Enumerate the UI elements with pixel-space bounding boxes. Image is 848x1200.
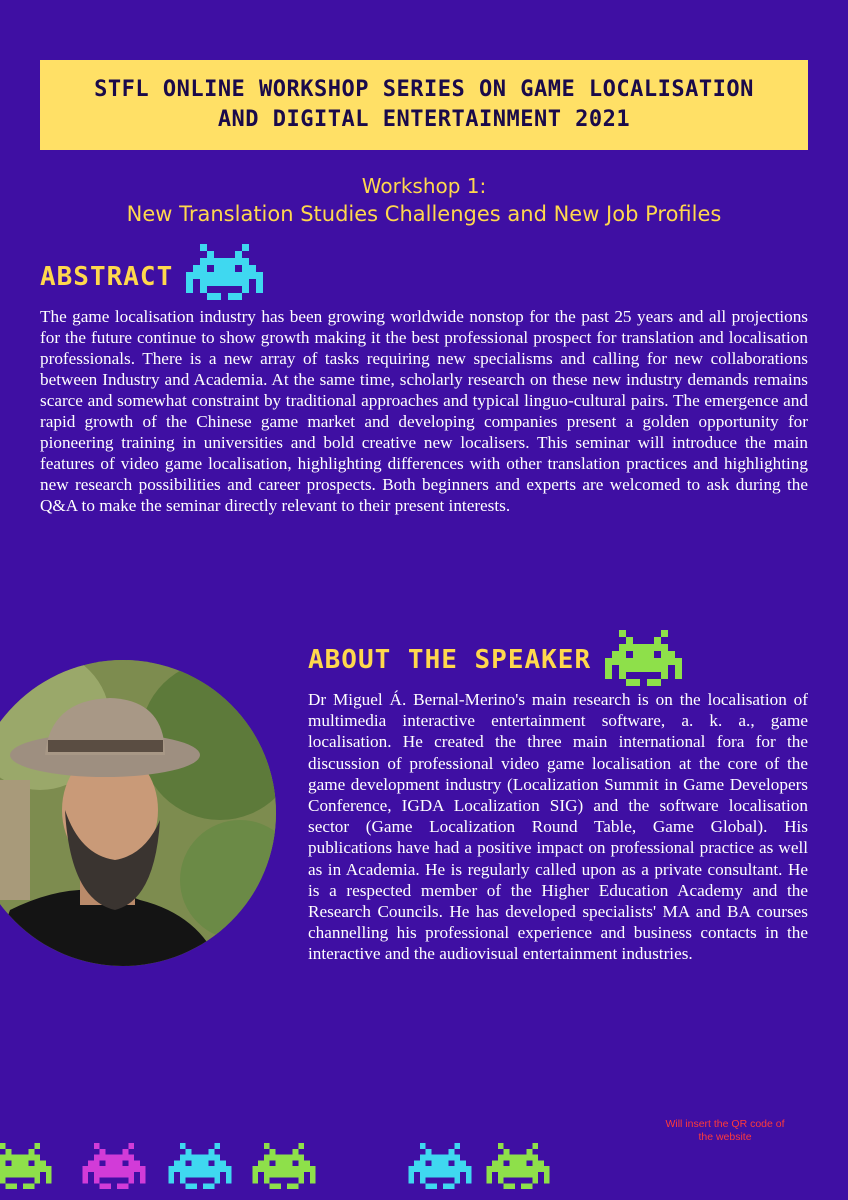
banner-line-2: AND DIGITAL ENTERTAINMENT 2021 xyxy=(217,107,631,132)
space-invader-icon xyxy=(0,1143,52,1189)
space-invader-icon xyxy=(82,1143,146,1189)
space-invader-icon xyxy=(486,1143,550,1189)
space-invader-icon xyxy=(186,244,263,300)
abstract-heading: ABSTRACT xyxy=(40,262,174,292)
speaker-bio: Dr Miguel Á. Bernal-Merino's main research is on the localisation of multimedia interactive entertainment software, a. k. a., game localisation. He created the three main international fora for the discussion of professional video game localisation at the core of the game development industry (Localization Summit in Game Developers Conference, IGDA Localization SIG) and the software localisation sector (Game Localization Round Table, Game Global). His publications have had a positive impact on professional practice as well as in Academia. He is regularly called upon as a private consultant. He is a respected member of the Higher Education Academy and the Research Councils. He has developed specialists' MA and BA courses channelling his professional experience and business contacts in the interactive and the audiovisual entertainment industries. xyxy=(308,690,808,964)
speaker-photo xyxy=(0,660,276,966)
space-invader-icon xyxy=(168,1143,232,1189)
space-invader-icon xyxy=(252,1143,316,1189)
workshop-subtitle: New Translation Studies Challenges and New Job Profiles xyxy=(126,202,722,226)
space-invader-icon xyxy=(408,1143,472,1189)
banner-line-1: STFL ONLINE WORKSHOP SERIES ON GAME LOCALISATION xyxy=(94,77,754,102)
space-invader-icon xyxy=(605,630,682,686)
speaker-heading: ABOUT THE SPEAKER xyxy=(308,645,592,675)
workshop-title xyxy=(0,172,848,228)
title-banner xyxy=(40,60,808,150)
abstract-text: The game localisation industry has been growing worldwide nonstop for the past 25 years and all projections for the future continue to show growth making it the best professional prospect for translation and localisation professionals. There is a new array of tasks requiring new specialisms and calling for new collaborations between Industry and Academia. At the same time, scholarly research on these new industry demands remains scarce and somewhat constraint by traditional approaches and typical linguo-cultural pairs. The emergence and rapid growth of the Chinese game market and developing companies present a golden opportunity for pioneering training in universities and bold creative new localisers. This seminar will introduce the main features of video game localisation, highlighting differences with other translation practices and highlighting new research possibilities and career prospects. Both beginners and experts are welcomed to ask during the Q&A to make the seminar directly relevant to their present interests. xyxy=(40,307,808,515)
workshop-label: Workshop 1: xyxy=(361,174,487,198)
qr-placeholder-note: Will insert the QR code of the website xyxy=(665,1118,785,1143)
